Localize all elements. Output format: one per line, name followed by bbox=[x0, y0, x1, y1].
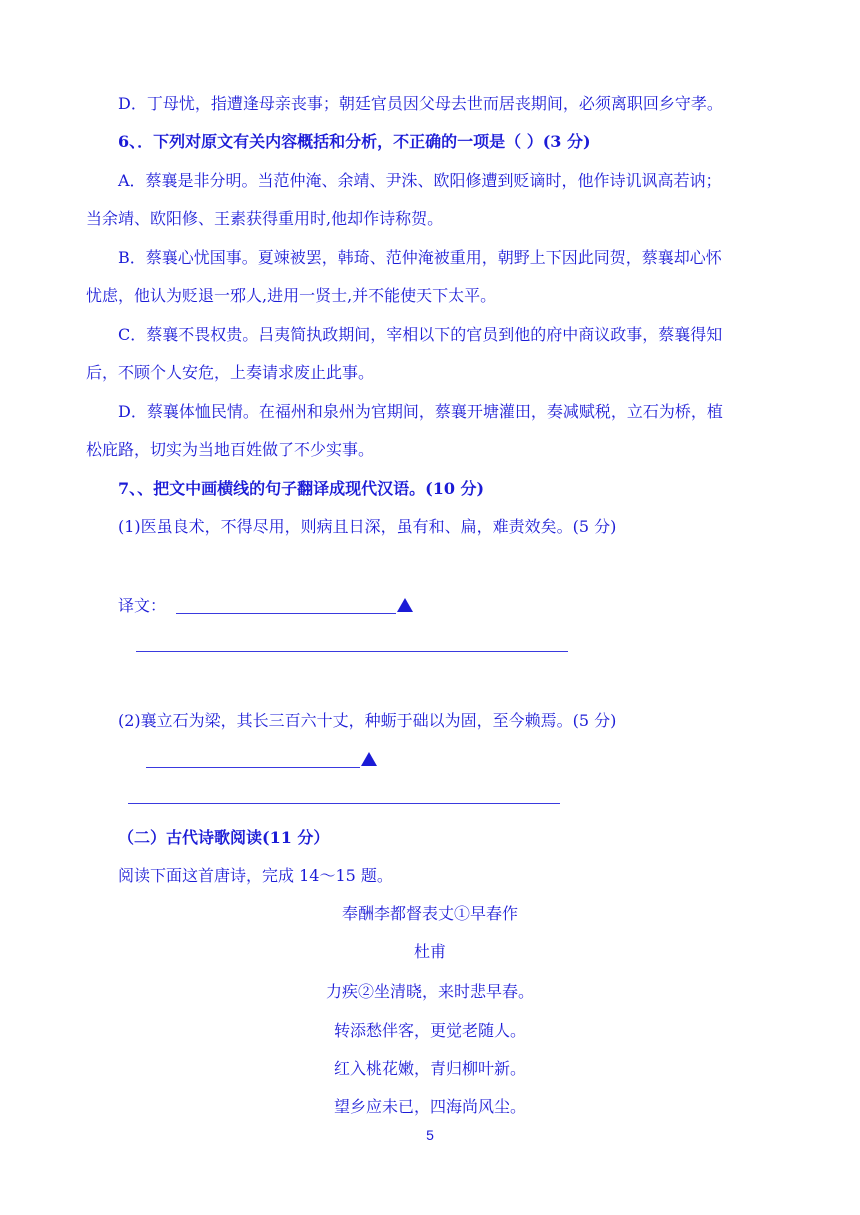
poetry-instructions: 阅读下面这首唐诗，完成 14～15 题。 bbox=[118, 866, 393, 885]
poem-line: 力疾②坐清晓，来时悲早春。 bbox=[325, 982, 534, 1001]
poem-title: 奉酬李都督表丈①早春作 bbox=[341, 904, 518, 923]
poem-author: 杜甫 bbox=[413, 942, 446, 961]
option-b-line1: B．蔡襄心忧国事。夏竦被罢，韩琦、范仲淹被重用，朝野上下因此同贺，蔡襄却心怀 bbox=[118, 248, 722, 267]
sentence-2: (2)襄立石为梁，其长三百六十丈，种蛎于础以为固，至今赖焉。(5 分) bbox=[118, 711, 617, 730]
poem-line: 红入桃花嫩，青归柳叶新。 bbox=[333, 1059, 526, 1078]
option-c-line2: 后，不顾个人安危，上奏请求废止此事。 bbox=[86, 363, 375, 382]
option-b-line2: 忧虑，他认为贬退一邪人,进用一贤士,并不能使天下太平。 bbox=[86, 286, 497, 305]
answer-line-1a bbox=[176, 613, 396, 614]
option-d-line2: 松庇路，切实为当地百姓做了不少实事。 bbox=[86, 440, 375, 459]
question-6: 6、．下列对原文有关内容概括和分析，不正确的一项是（ ）(3 分) bbox=[118, 132, 591, 151]
translation-label: 译文： bbox=[118, 596, 167, 615]
answer-line-2a bbox=[146, 767, 360, 768]
section-poetry-heading: （二）古代诗歌阅读(11 分） bbox=[118, 828, 330, 847]
poem-line: 转添愁伴客，更觉老随人。 bbox=[333, 1021, 526, 1040]
triangle-marker-icon bbox=[397, 598, 413, 612]
answer-line-2b bbox=[128, 803, 560, 804]
sentence-1: (1)医虽良术，不得尽用，则病且日深，虽有和、扁，难责效矣。(5 分) bbox=[118, 517, 617, 536]
option-d-line1: D．蔡襄体恤民情。在福州和泉州为官期间，蔡襄开塘灌田，奏减赋税，立石为桥，植 bbox=[118, 402, 723, 421]
triangle-marker-icon-2 bbox=[361, 752, 377, 766]
option-a-line1: A．蔡襄是非分明。当范仲淹、余靖、尹洙、欧阳修遭到贬谪时，他作诗讥讽高若讷； bbox=[118, 171, 722, 190]
answer-line-1b bbox=[136, 651, 568, 652]
option-a-line2: 当余靖、欧阳修、王素获得重用时,他却作诗称贺。 bbox=[86, 209, 444, 228]
question-7: 7、、把文中画横线的句子翻译成现代汉语。(10 分) bbox=[118, 479, 485, 498]
option-c-line1: C．蔡襄不畏权贵。吕夷简执政期间，宰相以下的官员到他的府中商议政事，蔡襄得知 bbox=[118, 325, 723, 344]
poem-line: 望乡应未已，四海尚风尘。 bbox=[333, 1097, 526, 1116]
page-number: 5 bbox=[426, 1127, 434, 1143]
option-d-previous: D．丁母忧，指遭逢母亲丧事；朝廷官员因父母去世而居丧期间，必须离职回乡守孝。 bbox=[118, 94, 723, 113]
